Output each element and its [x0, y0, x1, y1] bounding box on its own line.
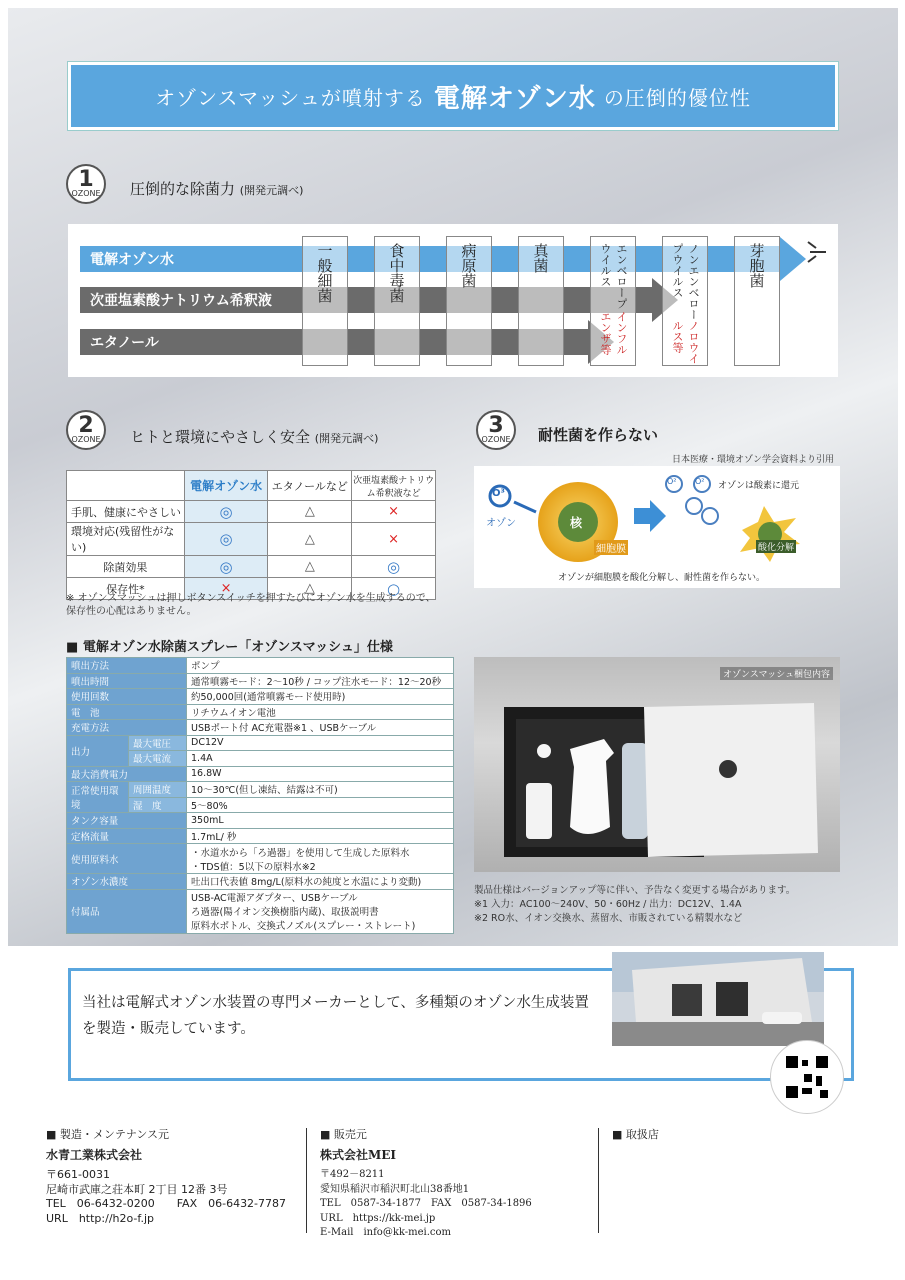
table-row: 環境対応(残留性がない) ◎ △ × [67, 523, 436, 556]
col-ethanol: エタノールなど [268, 471, 352, 501]
footer-maker: ■ 製造・メンテナンス元 水青工業株式会社 〒661-0031 尼崎市武庫之荘本町 2丁目 12番 3号 TEL 06-6432-0200 FAX 06-6432-7787 URL http://h2o-f.jp [46, 1128, 287, 1225]
germ-spore: 芽胞菌 [734, 236, 780, 366]
arrow-ozone-water: 電解オゾン水 [80, 246, 780, 272]
burst-icon [806, 238, 830, 264]
table-row: 最大電流 1.4A [67, 751, 454, 767]
company-text: 当社は電解式オゾン水装置の専門メーカーとして、多種類のオゾン水生成装置を製造・販売しています。 [82, 995, 589, 1037]
qr-code-icon [770, 1040, 844, 1114]
spec-notes: 製品仕様はバージョンアップ等に伴い、予告なく変更する場合があります。 ※1 入力：AC100～240V、50・60Hz / 出力：DC12V、1.4A ※2 RO水、イオン交換水、蒸留水、市販されている精製水など [474, 885, 796, 924]
photo-caption: オゾンスマッシュ梱包内容 [720, 667, 833, 680]
section3-title: 耐性菌を作らない [538, 426, 659, 444]
footer-divider [598, 1128, 599, 1233]
col-hypochlorite: 次亜塩素酸ナトリウム希釈液など [352, 471, 436, 501]
germ-non-envelope-virus: ノンエンベロープウイルス ノロウイルス等 [662, 236, 708, 366]
table-row: オゾン水濃度 吐出口代表値 8mg/L(原料水の純度と水温により変動) [67, 874, 454, 890]
table-row: 出力 最大電圧 DC12V [67, 735, 454, 751]
product-photo [474, 657, 840, 872]
safety-note: ※ オゾンスマッシュは押しボタンスイッチを押すたびにオゾン水を生成するので、保存性の心配はありません。 [66, 593, 436, 617]
germ-pathogen: 病原菌 [446, 236, 492, 366]
resistance-diagram [474, 466, 840, 588]
oxygen-note: オゾンは酸素に還元 [718, 481, 800, 491]
table-row: 充電方法 USBポート付 AC充電器※1 、USBケーブル [67, 720, 454, 736]
ozone-badge-3: 3 OZONE [476, 410, 516, 450]
banner-pre: オゾンスマッシュが噴射する [155, 85, 426, 110]
table-row: 付属品 USB-AC電源アダプター、USBケーブル ろ過器(陽イオン交換樹脂内蔵)、取扱説明書 原料水ボトル、交換式ノズル(スプレー・ストレート) [67, 889, 454, 933]
nucleus-label: 核 [570, 516, 583, 530]
footer-seller: ■ 販売元 株式会社MEI 〒492－8211 愛知県稲沢市稲沢町北山38番地1 TEL 0587-34-1877 FAX 0587-34-1896 URL https://kk-mei.jp E-Mail info@kk-mei.com [320, 1128, 532, 1238]
table-row: 最大消費電力 16.8W [67, 766, 454, 782]
table-row: 定格流量 1.7mL/ 秒 [67, 828, 454, 844]
o2-label: O² [667, 477, 677, 486]
table-row: 保存性* × △ ○ [67, 578, 436, 600]
o3-label: O³ [492, 488, 505, 499]
arrow-head [780, 237, 806, 281]
ozone-label: オゾン [486, 518, 516, 529]
germ-general-bacteria: 一般細菌 [302, 236, 348, 366]
membrane-label: 細胞膜 [594, 540, 628, 555]
footer-divider [306, 1128, 307, 1233]
banner-post: の圧倒的優位性 [603, 85, 751, 110]
germ-fungi: 真菌 [518, 236, 564, 366]
title-banner [68, 62, 838, 130]
section1-title: 圧倒的な除菌力 (開発元調べ) [130, 180, 304, 198]
source-note: 日本医療・環境オゾン学会資料より引用 [672, 455, 835, 465]
banner-highlight: 電解オゾン水 [433, 83, 596, 114]
arrow-ethanol: エタノール [80, 329, 588, 355]
oxidation-label: 酸化分解 [756, 540, 796, 553]
safety-comparison-table [66, 470, 436, 600]
arrow-hypochlorite: 次亜塩素酸ナトリウム希釈液 [80, 287, 652, 313]
ozone-badge-1: 1 OZONE [66, 164, 106, 204]
spec-title: ■ 電解オゾン水除菌スプレー「オゾンスマッシュ」仕様 [66, 640, 393, 655]
table-row: 湿 度 5～80% [67, 797, 454, 813]
table-row: 噴出時間 通常噴霧モード：2～10秒 / コップ注水モード：12～20秒 [67, 673, 454, 689]
table-row: 噴出方法 ポンプ [67, 658, 454, 674]
factory-photo [612, 952, 824, 1046]
ozone-badge-2: 2 OZONE [66, 410, 106, 450]
diagram-caption: オゾンが細胞膜を酸化分解し、耐性菌を作らない。 [558, 573, 766, 583]
table-row: 除菌効果 ◎ △ ◎ [67, 556, 436, 578]
table-row: 使用回数 約50,000回(通常噴霧モード使用時) [67, 689, 454, 705]
table-row: 正常使用環境 周囲温度 10～30℃(但し凍結、結露は不可) [67, 782, 454, 798]
o2-label: O² [695, 477, 705, 486]
table-row: 電 池 リチウムイオン電池 [67, 704, 454, 720]
table-row: 手肌、健康にやさしい ◎ △ × [67, 501, 436, 523]
footer-dealer: ■ 取扱店 [612, 1128, 659, 1141]
table-row: 使用原料水 ・水道水から「ろ過器」を使用して生成した原料水 ・TDS値：5以下の原料水※2 [67, 844, 454, 874]
germ-food-poisoning: 食中毒菌 [374, 236, 420, 366]
spec-table [66, 657, 454, 934]
col-ozone-water: 電解オゾン水 [184, 471, 268, 501]
germ-envelope-virus: エンベロープウイルス インフルエンザ等 [590, 236, 636, 366]
table-row: タンク容量 350mL [67, 813, 454, 829]
section2-title: ヒトと環境にやさしく安全 (開発元調べ) [130, 428, 379, 446]
